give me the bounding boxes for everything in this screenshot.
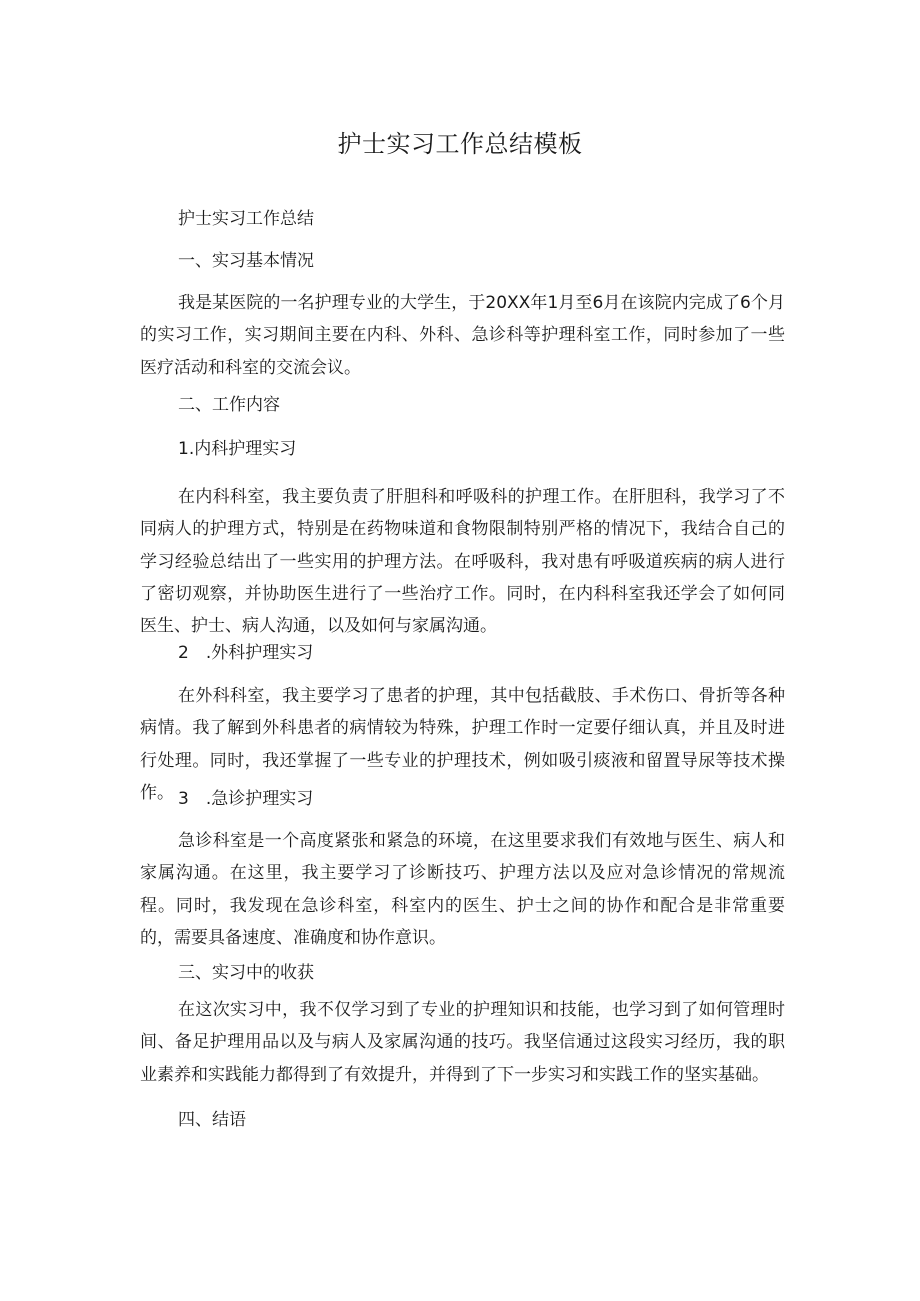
document-subtitle: 护士实习工作总结: [178, 209, 314, 229]
document-title: 护士实习工作总结模板: [337, 130, 583, 158]
subsection-heading-surgery: 2 .外科护理实习: [178, 643, 314, 663]
subsection-heading-internal-medicine: 1.内科护理实习: [178, 439, 297, 459]
paragraph-gains: 在这次实习中，我不仅学习到了专业的护理知识和技能，也学习到了如何管理时间、备足护理用品以及与病人及家属沟通的技巧。我坚信通过这段实习经历，我的职业素养和实践能力都得到了有效提升，并得到了下一步实习和实践工作的坚实基础。: [140, 1000, 785, 1085]
paragraph-basic-info: 我是某医院的一名护理专业的大学生，于20XX年1月至6月在该院内完成了6个月的实习工作，实习期间主要在内科、外科、急诊科等护理科室工作，同时参加了一些医疗活动和科室的交流会议。: [140, 293, 785, 378]
paragraph-emergency: 急诊科室是一个高度紧张和紧急的环境，在这里要求我们有效地与医生、病人和家属沟通。在这里，我主要学习了诊断技巧、护理方法以及应对急诊情况的常规流程。同时，我发现在急诊科室，科室内的医生、护士之间的协作和配合是非常重要的，需要具备速度、准确度和协作意识。: [140, 831, 785, 948]
section-heading-gains: 三、实习中的收获: [178, 963, 314, 983]
paragraph-surgery: 在外科科室，我主要学习了患者的护理，其中包括截肢、手术伤口、骨折等各种病情。我了解到外科患者的病情较为特殊，护理工作时一定要仔细认真，并且及时进行处理。同时，我还掌握了一些专业的护理技术，例如吸引痰液和留置导尿等技术操作。: [140, 686, 785, 803]
section-heading-conclusion: 四、结语: [178, 1110, 246, 1130]
section-heading-basic-info: 一、实习基本情况: [178, 251, 314, 271]
paragraph-internal-medicine: 在内科科室，我主要负责了肝胆科和呼吸科的护理工作。在肝胆科，我学习了不同病人的护理方式，特别是在药物味道和食物限制特别严格的情况下，我结合自己的学习经验总结出了一些实用的护理方法。在呼吸科，我对患有呼吸道疾病的病人进行了密切观察，并协助医生进行了一些治疗工作。同时，在内科科室我还学会了如何同医生、护士、病人沟通，以及如何与家属沟通。: [140, 487, 785, 637]
subsection-heading-emergency: 3 .急诊护理实习: [178, 789, 314, 809]
section-heading-work-content: 二、工作内容: [178, 395, 280, 415]
